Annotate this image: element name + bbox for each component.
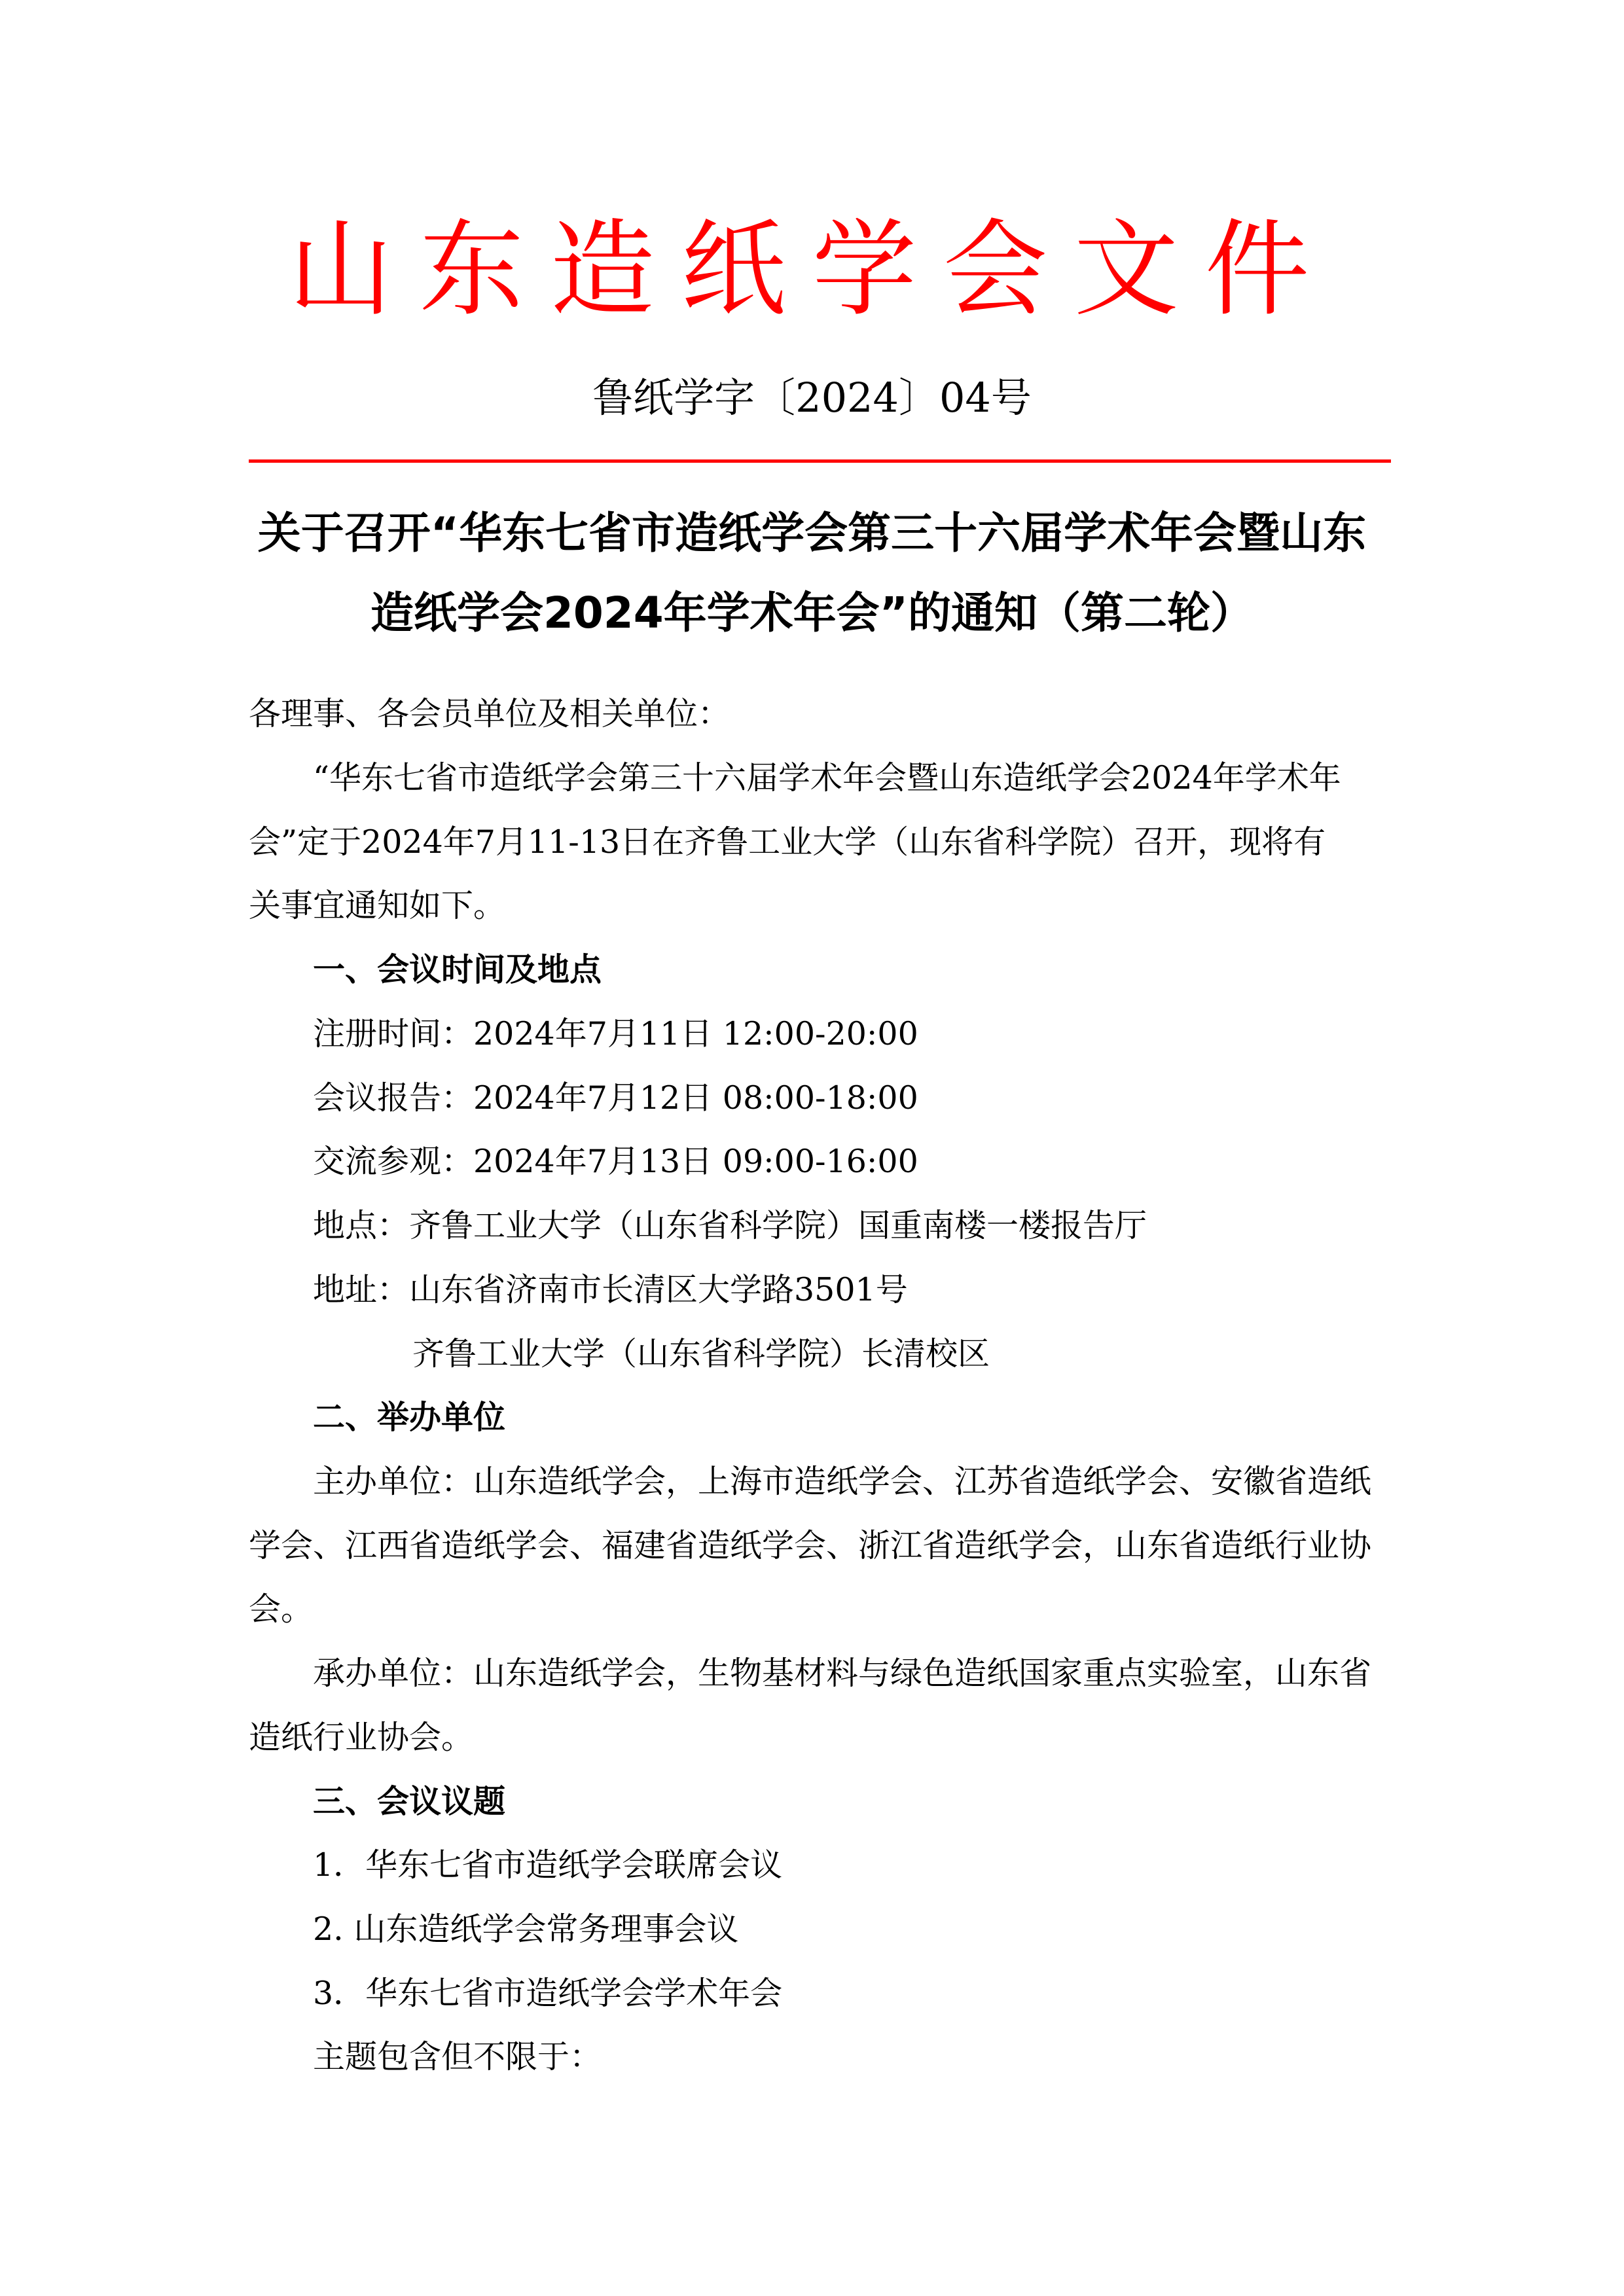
host-units-line-1: 主办单位：山东造纸学会，上海市造纸学会、江苏省造纸学会、安徽省造纸 (313, 1463, 1372, 1500)
host-units-line-2: 学会、江西省造纸学会、福建省造纸学会、浙江省造纸学会，山东省造纸行业协 (249, 1527, 1372, 1564)
section-3-heading: 三、会议议题 (313, 1783, 506, 1820)
notice-title-line-2: 造纸学会2024年学术年会”的通知（第二轮） (370, 588, 1254, 638)
agenda-item: 3．华东七省市造纸学会学术年会 (313, 1975, 783, 2012)
red-divider-line (249, 459, 1391, 463)
organizer-units-line-2: 造纸行业协会。 (249, 1719, 474, 1756)
intro-paragraph-line-2: 会”定于2024年7月11-13日在齐鲁工业大学（山东省科学院）召开，现将有 (249, 823, 1326, 861)
organizer-units-line-1: 承办单位：山东造纸学会，生物基材料与绿色造纸国家重点实验室，山东省 (313, 1655, 1372, 1692)
salutation: 各理事、各会员单位及相关单位： (249, 695, 731, 732)
section-1-heading: 一、会议时间及地点 (313, 951, 602, 988)
intro-paragraph-line-1: “华东七省市造纸学会第三十六届学术年会暨山东造纸学会2024年学术年 (313, 759, 1341, 797)
section-2-heading: 二、举办单位 (313, 1399, 506, 1436)
exchange-visit-time: 交流参观：2024年7月13日 09:00-16:00 (313, 1143, 918, 1180)
registration-time: 注册时间：2024年7月11日 12:00-20:00 (313, 1015, 918, 1052)
agenda-item: 1．华东七省市造纸学会联席会议 (313, 1846, 783, 1884)
intro-paragraph-line-3: 关事宜通知如下。 (249, 887, 506, 924)
topics-label: 主题包含但不限于： (313, 2038, 602, 2075)
agenda-item: 2. 山东造纸学会常务理事会议 (313, 1910, 739, 1948)
address-line-2: 齐鲁工业大学（山东省科学院）长清校区 (412, 1335, 990, 1372)
document-header-title: 山东造纸学会文件 (288, 208, 1336, 331)
notice-title-line-1: 关于召开“华东七省市造纸学会第三十六届学术年会暨山东 (257, 508, 1367, 558)
meeting-report-time: 会议报告：2024年7月12日 08:00-18:00 (313, 1079, 918, 1117)
address-line-1: 地址：山东省济南市长清区大学路3501号 (313, 1271, 908, 1308)
document-number: 鲁纸学字〔2024〕04号 (592, 374, 1032, 422)
host-units-line-3: 会。 (249, 1590, 314, 1628)
venue: 地点：齐鲁工业大学（山东省科学院）国重南楼一楼报告厅 (313, 1207, 1147, 1244)
